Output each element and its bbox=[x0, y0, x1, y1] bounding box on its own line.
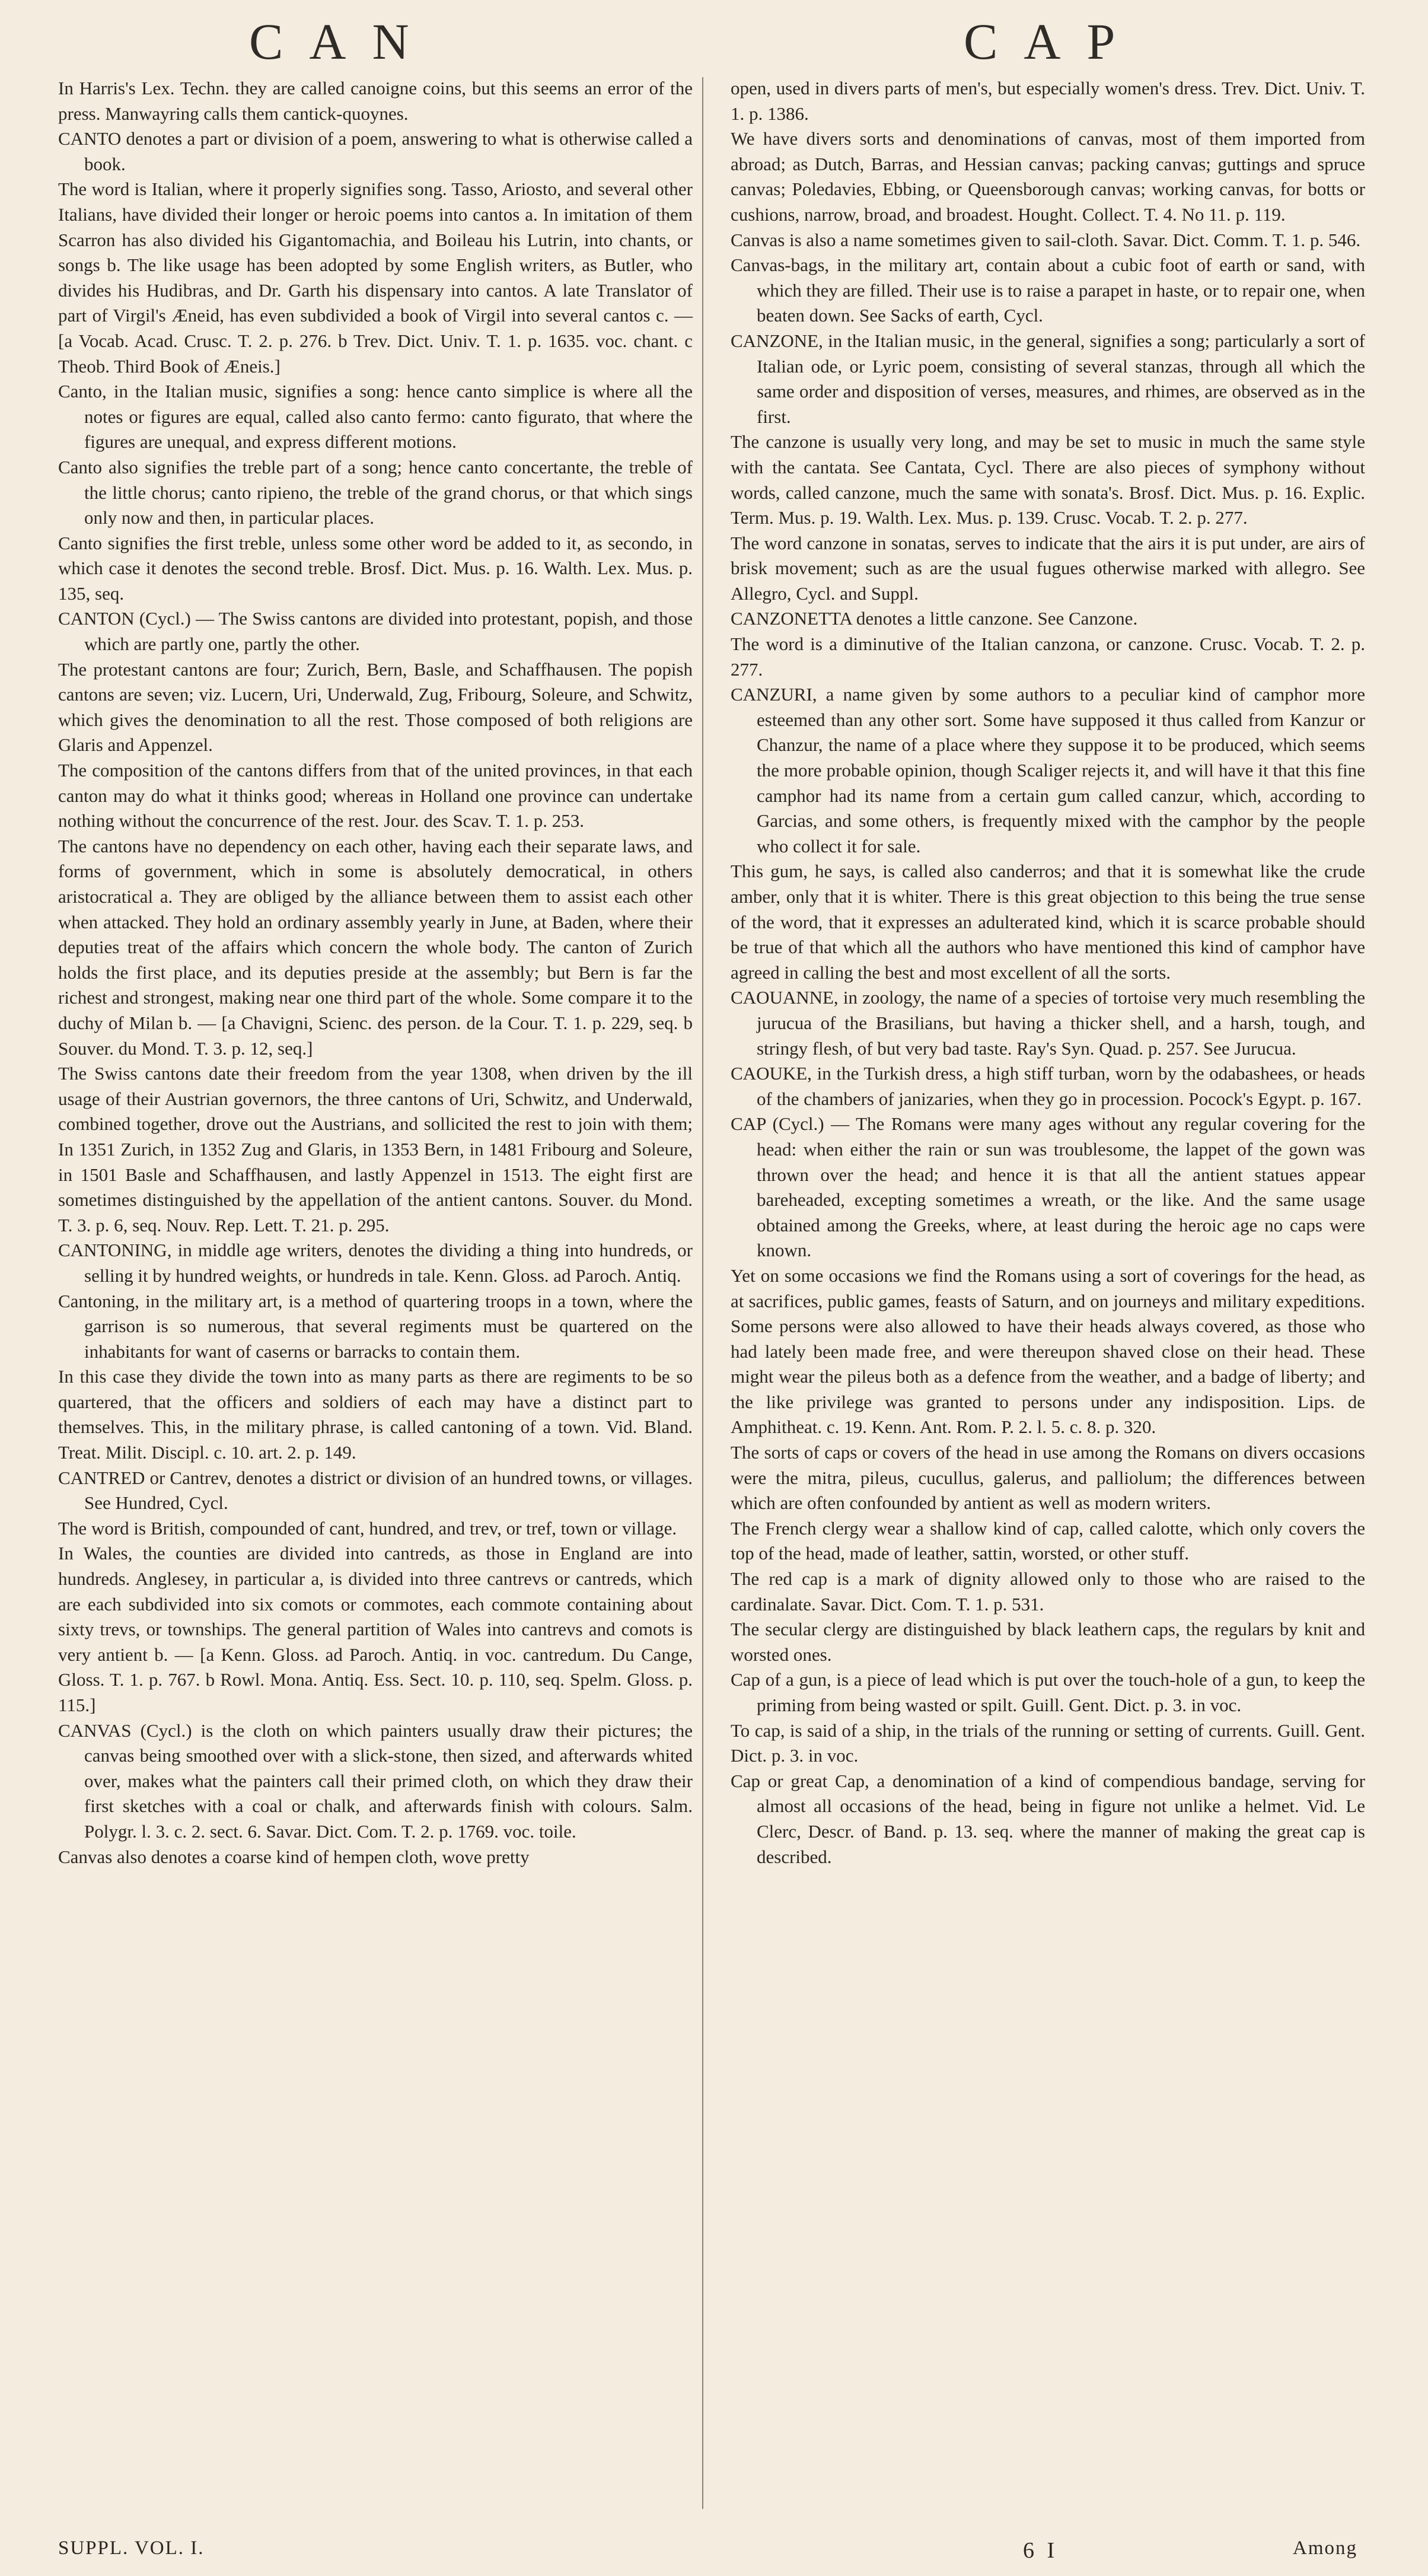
dictionary-entry: Cap or great Cap, a denomination of a kind of compendious bandage, serving for almost all occasions of the head, being in figure not unlike a helmet. Vid. Le Clerc, Descr. of Band. p. 13. seq. where the manner of making the great cap is described. bbox=[731, 1770, 1365, 1867]
dictionary-entry: CAOUANNE, in zoology, the name of a species of tortoise very much resembling the jurucua of the Brasilians, but having a thicker shell, and a harsh, tough, and stringy flesh, of but very bad taste. Ray's Syn. Quad. p. 257. See Jurucua. bbox=[731, 987, 1365, 1059]
entry-paragraph: In Harris's Lex. Techn. they are called canoigne coins, but this seems an error of the press. Manwayring calls them cantick-quoynes. bbox=[58, 78, 693, 124]
entry-paragraph: Yet on some occasions we find the Romans using a sort of coverings for the head, as at sacrifices, public games, feasts of Saturn, and on journeys and military expeditions. Some persons were also allowed to have their heads always covered, as those who had lately been made free, and were thereupon shaved close on their head. These might wear the pileus both as a defence from the weather, and a badge of liberty; and the like privilege was granted to persons under any indisposition. Lips. de Amphitheat. c. 19. Kenn. Ant. Rom. P. 2. l. 5. c. 8. p. 320. bbox=[731, 1265, 1365, 1438]
entry-paragraph: open, used in divers parts of men's, but especially women's dress. Trev. Dict. Univ. T. 1. p. 1386. bbox=[731, 78, 1365, 124]
entry-paragraph: This gum, he says, is called also canderros; and that it is somewhat like the crude amber, only that it is whiter. There is this great objection to this being the true sense of the word, that it expresses an adulterated kind, which it is scarce probable should be true of that which all the authors who have mentioned this kind of camphor have agreed in calling the best and most excellent of all the sorts. bbox=[731, 861, 1365, 983]
entry-paragraph: The secular clergy are distinguished by black leathern caps, the regulars by knit and worsted ones. bbox=[731, 1619, 1365, 1665]
entry-paragraph: The composition of the cantons differs from that of the united provinces, in that each canton may do what it thinks good; whereas in Holland one province can undertake nothing without the concurrence of the rest. Jour. des Scav. T. 1. p. 253. bbox=[58, 760, 693, 832]
entry-paragraph: The red cap is a mark of dignity allowed only to those who are raised to the cardinalate. Savar. Dict. Com. T. 1. p. 531. bbox=[731, 1568, 1365, 1615]
running-head-right: CAP bbox=[964, 13, 1142, 70]
left-column bbox=[58, 76, 693, 1870]
entry-paragraph: The Swiss cantons date their freedom from the year 1308, when driven by the ill usage of their Austrian governors, the three cantons of Uri, Schwitz, and Underwald, combined together, drove out the Austrians, and sollicited the rest to join with them; In 1351 Zurich, in 1352 Zug and Glaris, in 1353 Bern, in 1481 Fribourg and Soleure, in 1501 Basle and Schaffhausen, and lastly Appenzel in 1513. The eight first are sometimes distinguished by the appellation of the antient cantons. Souver. du Mond. T. 3. p. 6, seq. Nouv. Rep. Lett. T. 21. p. 295. bbox=[58, 1063, 693, 1236]
right-column bbox=[731, 76, 1365, 1870]
entry-paragraph: The sorts of caps or covers of the head in use among the Romans on divers occasions were the mitra, pileus, cucullus, galerus, and palliolum; the differences between which are often confounded by antient as well as modern writers. bbox=[731, 1442, 1365, 1514]
entry-paragraph: The canzone is usually very long, and may be set to music in much the same style with the cantata. See Cantata, Cycl. There are also pieces of symphony without words, called canzone, much the same with sonata's. Brosf. Dict. Mus. p. 16. Explic. Term. Mus. p. 19. Walth. Lex. Mus. p. 139. Crusc. Vocab. T. 2. p. 277. bbox=[731, 431, 1365, 528]
dictionary-entry: CANZURI, a name given by some authors to a peculiar kind of camphor more esteemed than any other sort. Some have supposed it thus called from Kanzur or Chanzur, the name of a place where they suppose it to be produced, which seems the more probable opinion, though Scaliger rejects it, and will have it that this fine camphor had its name from a certain gum called canzur, which, according to Garcias, and some others, is frequently mixed with the camphor by the people who collect it for sale. bbox=[731, 684, 1365, 856]
entry-paragraph: The cantons have no dependency on each other, having each their separate laws, and forms of government, which in some is absolutely democratical, in others aristocratical a. They are obliged by the alliance between them to assist each other when attacked. They hold an ordinary assembly yearly in June, at Baden, where their deputies treat of the affairs which concern the whole body. The canton of Zurich holds the first place, and its deputies preside at the assembly; but Bern is far the richest and strongest, making near one third part of the whole. Some compare it to the duchy of Milan b. — [a Chavigni, Scienc. des person. de la Cour. T. 1. p. 229, seq. b Souver. du Mond. T. 3. p. 12, seq.] bbox=[58, 835, 693, 1059]
signature-mark: 6 I bbox=[1023, 2538, 1059, 2563]
dictionary-entry: CANTRED or Cantrev, denotes a district or division of an hundred towns, or villages. See Hundred, Cycl. bbox=[58, 1467, 693, 1514]
dictionary-entry: Canvas also denotes a coarse kind of hempen cloth, wove pretty bbox=[58, 1846, 530, 1867]
catchword: Among bbox=[1293, 2537, 1357, 2559]
dictionary-entry: CAOUKE, in the Turkish dress, a high stiff turban, worn by the odabashees, or heads of the chambers of janizaries, when they go in procession. Pocock's Egypt. p. 167. bbox=[731, 1063, 1365, 1109]
entry-paragraph: The word is British, compounded of cant, hundred, and trev, or tref, town or village. bbox=[58, 1517, 677, 1539]
dictionary-entry: Cantoning, in the military art, is a method of quartering troops in a town, where the garrison is so numerous, that several regiments must be quartered on the inhabitants for want of caserns or barracks to contain them. bbox=[58, 1290, 693, 1362]
dictionary-entry: Canto, in the Italian music, signifies a song: hence canto simplice is where all the notes or figures are equal, called also canto fermo: canto figurato, that where the figures are unequal, and express different motions. bbox=[58, 381, 693, 453]
dictionary-entry: CANTO denotes a part or division of a poem, answering to what is otherwise called a book. bbox=[58, 128, 693, 174]
entry-paragraph: In Wales, the counties are divided into cantreds, as those in England are into hundreds. Anglesey, in particular a, is divided into three cantrevs or cantreds, which are each subdivided into six comots or commotes, each commote containing about sixty trevs, or townships. The general partition of Wales into cantrevs and comots is very antient b. — [a Kenn. Gloss. ad Paroch. Antiq. in voc. cantredum. Du Cange, Gloss. T. 1. p. 767. b Rowl. Mona. Antiq. Ess. Sect. 10. p. 110, seq. Spelm. Gloss. p. 115.] bbox=[58, 1543, 693, 1715]
dictionary-entry: Canvas-bags, in the military art, contain about a cubic foot of earth or sand, with which they are filled. Their use is to raise a parapet in haste, or to repair one, when beaten down. See Sacks of earth, Cycl. bbox=[731, 254, 1365, 326]
entry-paragraph: The protestant cantons are four; Zurich, Bern, Basle, and Schaffhausen. The popish cantons are seven; viz. Lucern, Uri, Underwald, Zug, Fribourg, Soleure, and Schwitz, which gives the denomination to all the rest. Those composed of both religions are Glaris and Appenzel. bbox=[58, 658, 693, 756]
dictionary-entry: CANTONING, in middle age writers, denotes the dividing a thing into hundreds, or selling it by hundred weights, or hundreds in tale. Kenn. Gloss. ad Paroch. Antiq. bbox=[58, 1240, 693, 1286]
entry-paragraph: We have divers sorts and denominations of canvas, most of them imported from abroad; as Dutch, Barras, and Hessian canvas; packing canvas; guttings and spruce canvas; Poledavies, Ebbing, or Queensborough canvas; working canvas, for botts or cushions, narrow, broad, and broadest. Hought. Collect. T. 4. No 11. p. 119. bbox=[731, 128, 1365, 225]
dictionary-entry: Cap of a gun, is a piece of lead which is put over the touch-hole of a gun, to keep the priming from being wasted or spilt. Guill. Gent. Dict. p. 3. in voc. bbox=[731, 1669, 1365, 1715]
entry-paragraph: The word canzone in sonatas, serves to indicate that the airs it is put under, are airs of brisk movement; such as are the usual fugues otherwise marked with allegro. See Allegro, Cycl. and Suppl. bbox=[731, 532, 1365, 604]
dictionary-entry: Canto also signifies the treble part of a song; hence canto concertante, the treble of the little chorus; canto ripieno, the treble of the grand chorus, or that which sings only now and then, in particular places. bbox=[58, 456, 693, 528]
entry-paragraph: In this case they divide the town into as many parts as there are regiments to be so quartered, that the officers and soldiers of each may have a distinct part to themselves. This, in the military phrase, is called cantoning of a town. Vid. Bland. Treat. Milit. Discipl. c. 10. art. 2. p. 149. bbox=[58, 1366, 693, 1463]
dictionary-entry: CANTON (Cycl.) — The Swiss cantons are divided into protestant, popish, and those which are partly one, partly the other. bbox=[58, 608, 693, 655]
entry-paragraph: Canto signifies the first treble, unless some other word be added to it, as secondo, in which case it denotes the second treble. Brosf. Dict. Mus. p. 16. Walth. Lex. Mus. p. 135, seq. bbox=[58, 532, 693, 604]
dictionary-entry: CANZONETTA denotes a little canzone. See Canzone. bbox=[731, 608, 1138, 629]
dictionary-entry: Canvas is also a name sometimes given to sail-cloth. Savar. Dict. Comm. T. 1. p. 546. bbox=[731, 229, 1361, 250]
dictionary-entry: CANZONE, in the Italian music, in the general, signifies a song; particularly a sort of Italian ode, or Lyric poem, consisting of several stanzas, through all which the same order and disposition of verses, measures, and rhimes, are observed as in the first. bbox=[731, 330, 1365, 427]
entry-paragraph: The word is Italian, where it properly signifies song. Tasso, Ariosto, and several other Italians, have divided their longer or heroic poems into cantos a. In imitation of them Scarron has also divided his Gigantomachia, and Boileau his Lutrin, into chants, or songs b. The like usage has been adopted by some English writers, as Butler, who divides his Hudibras, and Dr. Garth his dispensary into cantos. A late Translator of part of Virgil's Æneid, has even subdivided a book of Virgil into several cantos c. — [a Vocab. Acad. Crusc. T. 2. p. 276. b Trev. Dict. Univ. T. 1. p. 1635. voc. chant. c Theob. Third Book of Æneis.] bbox=[58, 179, 693, 377]
volume-label: SUPPL. VOL. I. bbox=[58, 2537, 205, 2559]
dictionary-entry: CANVAS (Cycl.) is the cloth on which painters usually draw their pictures; the canvas being smoothed over with a slick-stone, then sized, and afterwards whited over, makes what the painters call their primed cloth, on which they draw their first sketches with a coal or chalk, and afterwards finish with colours. Salm. Polygr. l. 3. c. 2. sect. 6. Savar. Dict. Com. T. 2. p. 1769. voc. toile. bbox=[58, 1720, 693, 1842]
entry-paragraph: The word is a diminutive of the Italian canzona, or canzone. Crusc. Vocab. T. 2. p. 277. bbox=[731, 633, 1365, 680]
dictionary-entry: CAP (Cycl.) — The Romans were many ages without any regular covering for the head: when either the rain or sun was troublesome, the lappet of the gown was thrown over the head; and hence it is that all the antient statues appear bareheaded, excepting sometimes a wreath, or the like. And the same usage obtained among the Greeks, where, at least during the heroic age no caps were known. bbox=[731, 1113, 1365, 1261]
entry-paragraph: To cap, is said of a ship, in the trials of the running or setting of currents. Guill. Gent. Dict. p. 3. in voc. bbox=[731, 1720, 1365, 1766]
entry-paragraph: The French clergy wear a shallow kind of cap, called calotte, which only covers the top of the head, made of leather, sattin, worsted, or other stuff. bbox=[731, 1517, 1365, 1564]
running-head-left: CAN bbox=[249, 13, 435, 70]
column-divider bbox=[702, 77, 703, 2509]
